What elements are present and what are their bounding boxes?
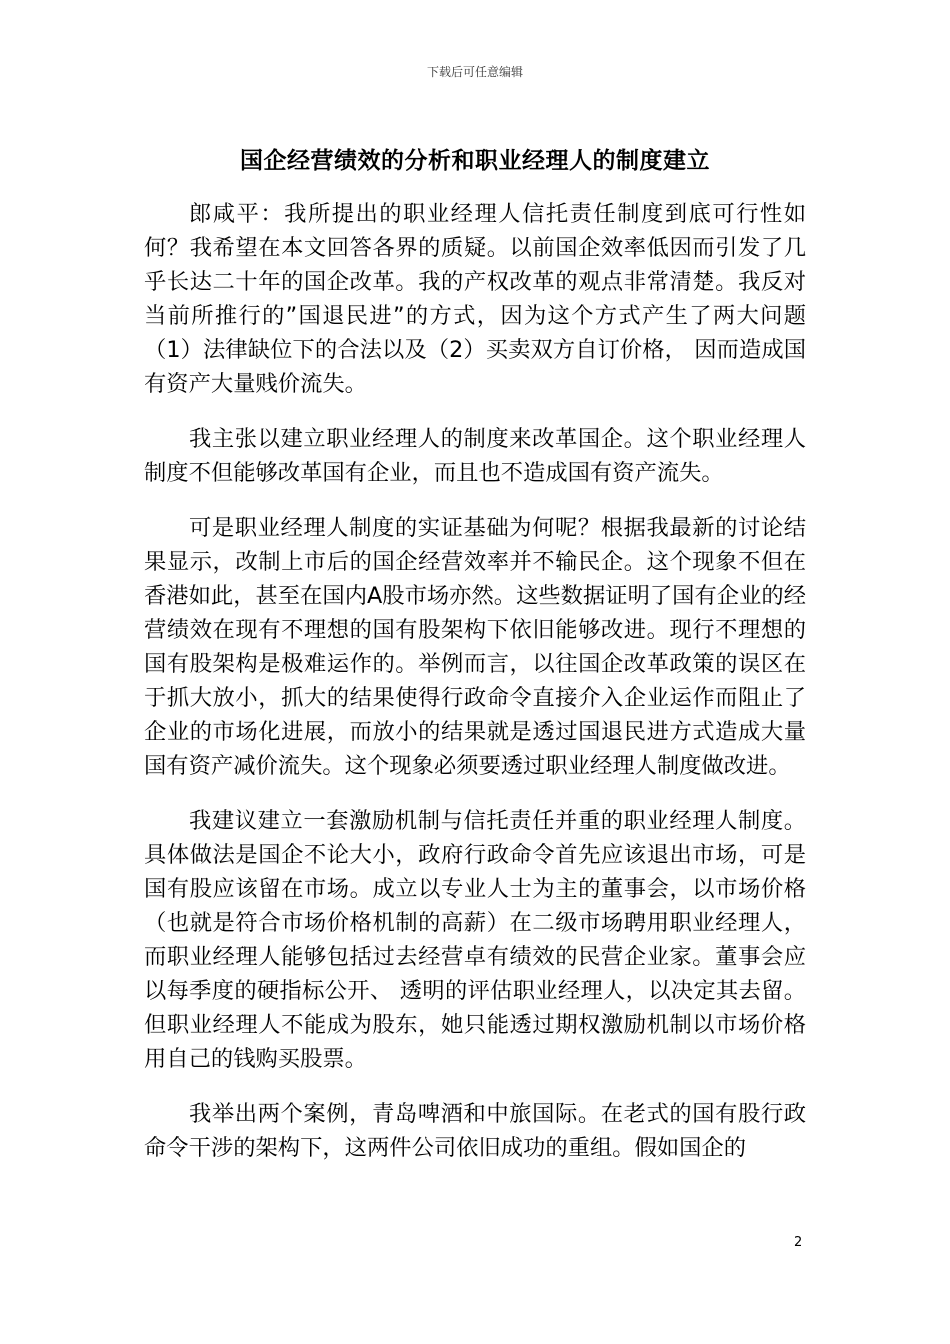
paragraph-5: 我举出两个案例，青岛啤酒和中旅国际。在老式的国有股行政命令干涉的架构下，这两件公司依旧成功的重组。假如国企的 [144,1101,806,1161]
document-body [144,197,806,1186]
paragraph-3: 可是职业经理人制度的实证基础为何呢？根据我最新的讨论结果显示，改制上市后的国企经营效率并不输民企。这个现象不但在香港如此，甚至在国内A股市场亦然。这些数据证明了国有企业的经营绩效在现有不理想的国有股架构下依旧能够改进。现行不理想的国有股架构是极难运作的。举例而言，以往国企改革政策的误区在于抓大放小，抓大的结果使得行政命令直接介入企业运作而阻止了企业的市场化进展，而放小的结果就是透过国退民进方式造成大量国有资产减价流失。这个现象必须要透过职业经理人制度做改进。 [144,515,806,779]
paragraph-4: 我建议建立一套激励机制与信托责任并重的职业经理人制度。具体做法是国企不论大小，政府行政命令首先应该退出市场，可是国有股应该留在市场。成立以专业人士为主的董事会，以市场价格（也就是符合市场价格机制的高薪）在二级市场聘用职业经理人，而职业经理人能够包括过去经营卓有绩效的民营企业家。董事会应以每季度的硬指标公开、 透明的评估职业经理人，以决定其去留。但职业经理人不能成为股东，她只能透过期权激励机制以市场价格用自己的钱购买股票。 [144,808,806,1072]
paragraph-2: 我主张以建立职业经理人的制度来改革国企。这个职业经理人制度不但能够改革国有企业，而且也不造成国有资产流失。 [144,426,806,486]
page-number: 2 [794,1235,803,1250]
paragraph-1: 郎咸平：我所提出的职业经理人信托责任制度到底可行性如何？我希望在本文回答各界的质疑。以前国企效率低因而引发了几乎长达二十年的国企改革。我的产权改革的观点非常清楚。我反对当前所推行的”国退民进”的方式，因为这个方式产生了两大问题（1）法律缺位下的合法以及（2）买卖双方自订价格， 因而造成国有资产大量贱价流失。 [144,201,806,397]
document-title: 国企经营绩效的分析和职业经理人的制度建立 [240,148,710,174]
header-note: 下载后可任意编辑 [426,65,523,79]
